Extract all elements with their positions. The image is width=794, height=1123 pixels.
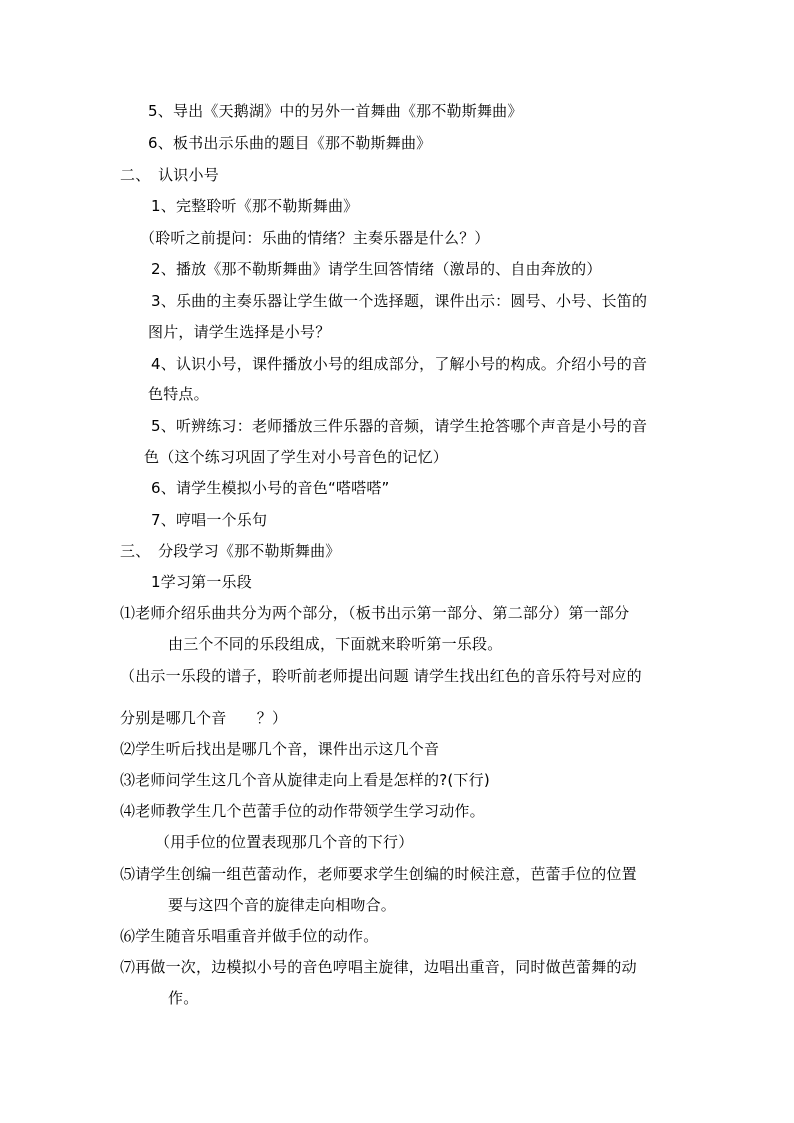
step-7-line: 7、哼唱一个乐句 [151, 511, 268, 529]
step-2-line: 2、播放《那不勒斯舞曲》请学生回答情绪（激昂的、自由奔放的） [151, 260, 602, 278]
item-6-line: ⑹学生随音乐唱重音并做手位的动作。 [120, 927, 379, 945]
step-3-line: 3、乐曲的主奏乐器让学生做一个选择题，课件出示：圆号、小号、长笛的 [151, 292, 648, 310]
score-question-line: （出示一乐段的谱子，聆听前老师提出问题 请学生找出红色的音乐符号对应的 [120, 667, 642, 685]
section-heading-3: 三、 分段学习《那不勒斯舞曲》 [120, 542, 341, 560]
hand-position-note: （用手位的位置表现那几个音的下行） [155, 833, 414, 851]
step-5b-line: 5、听辨练习：老师播放三件乐器的音频，请学生抢答哪个声音是小号的音 [151, 417, 648, 435]
item-7-line: ⑺再做一次，边模拟小号的音色哼唱主旋律，边唱出重音，同时做芭蕾舞的动 [120, 958, 637, 976]
step-6-line: 6、板书出示乐曲的题目《那不勒斯舞曲》 [148, 134, 432, 152]
item-1-continuation: 由三个不同的乐段组成，下面就来聆听第一乐段。 [168, 635, 503, 653]
item-4-line: ⑷老师教学生几个芭蕾手位的动作带领学生学习动作。 [120, 802, 485, 820]
item-7-continuation: 作。 [168, 989, 199, 1007]
step-6b-line: 6、请学生模拟小号的音色“嗒嗒嗒” [151, 479, 390, 497]
step-1-line: 1、完整聆听《那不勒斯舞曲》 [151, 197, 359, 215]
step-4-continuation: 色特点。 [148, 385, 209, 403]
section-heading-2: 二、 认识小号 [120, 166, 219, 184]
step-4-line: 4、认识小号，课件播放小号的组成部分，了解小号的构成。介绍小号的音 [151, 355, 648, 373]
item-5-line: ⑸请学生创编一组芭蕾动作，老师要求学生创编的时候注意，芭蕾手位的位置 [120, 865, 637, 883]
item-2-line: ⑵学生听后找出是哪几个音，课件出示这几个音 [120, 740, 440, 758]
subsection-1-line: 1学习第一乐段 [151, 573, 252, 591]
item-1-line: ⑴老师介绍乐曲共分为两个部分，（板书出示第一部分、第二部分）第一部分 [120, 604, 630, 622]
score-question-continuation: 分别是哪几个音 ？） [120, 709, 288, 727]
item-5-continuation: 要与这四个音的旋律走向相吻合。 [168, 896, 397, 914]
question-note: （聆听之前提问：乐曲的情绪？主奏乐器是什么？） [140, 229, 490, 247]
step-5b-continuation: 色（这个练习巩固了学生对小号音色的记忆） [144, 448, 449, 466]
item-3-line: ⑶老师问学生这几个音从旋律走向上看是怎样的?(下行) [120, 771, 490, 789]
step-3-continuation: 图片，请学生选择是小号？ [148, 323, 331, 341]
step-5-line: 5、导出《天鹅湖》中的另外一首舞曲《那不勒斯舞曲》 [148, 102, 523, 120]
